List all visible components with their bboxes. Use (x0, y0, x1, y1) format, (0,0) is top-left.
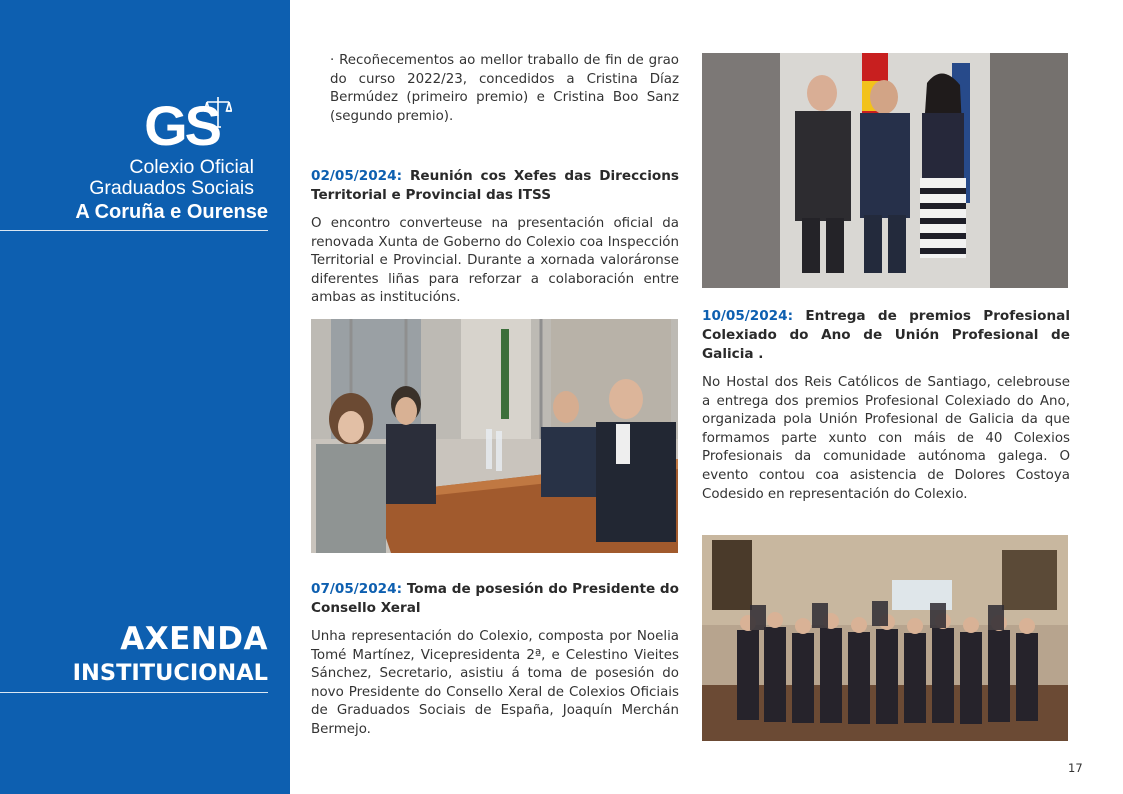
event-body: O encontro converteuse na presentación oficial da renovada Xunta de Goberno do Colexio coa Inspección Territorial e Provincial. Durante a xornada valoráronse diferentes liñas para reforzar a colaboración entre ambas as institucións. (311, 216, 679, 306)
section-title-line-1: AXENDA (120, 621, 268, 657)
logo-line-3: A Coruña e Ourense (75, 201, 268, 223)
event-block (311, 580, 679, 740)
event-block (311, 167, 679, 308)
colexio-logo (0, 95, 268, 224)
event-block (702, 307, 1070, 504)
left-column (311, 52, 679, 126)
logo-line-1: Colexio Oficial (129, 156, 254, 178)
sidebar (0, 0, 290, 794)
section-title (0, 620, 268, 688)
logo-divider (0, 230, 268, 231)
photo-three-people (702, 53, 1068, 288)
intro-paragraph: · Recoñecementos ao mellor traballo de fin de grao do curso 2022/23, concedidos a Cristina Díaz Bermúdez (primeiro premio) e Cristina Boo Sanz (segundo premio). (330, 53, 679, 124)
logo-line-2: Graduados Sociais (89, 177, 254, 199)
event-heading (311, 167, 679, 205)
photo-meeting (311, 319, 678, 553)
event-heading (311, 580, 679, 618)
scales-of-justice-icon (204, 95, 232, 129)
event-title: Entrega de premios Profesional Colexiado do Ano de Unión Profesional de Galicia . (702, 308, 1070, 362)
event-heading (702, 307, 1070, 364)
event-date: 02/05/2024: (311, 168, 403, 184)
event-date: 07/05/2024: (311, 581, 403, 597)
event-date: 10/05/2024: (702, 308, 794, 324)
page-number: 17 (1068, 761, 1083, 775)
logo-mark (0, 95, 268, 157)
three-people-photo-image (702, 53, 1068, 288)
photo-group (702, 535, 1068, 741)
event-title: Toma de posesión do Presidente do Consello Xeral (311, 581, 679, 616)
meeting-photo-image (311, 319, 678, 553)
logo-gs-text: GS (144, 94, 219, 157)
event-body: No Hostal dos Reis Católicos de Santiago, celebrouse a entrega dos premios Profesional Colexiado do Ano, organizada pola Unión Profesional de Galicia da que formamos parte xunto con máis de 40 Colexios Profesionais da comunidade autónoma galega. O evento contou coa asistencia de Dolores Costoya Codesido en representación do Colexio. (702, 375, 1070, 502)
group-photo-image (702, 535, 1068, 741)
section-title-line-2: INSTITUCIONAL (72, 660, 268, 686)
event-title: Reunión cos Xefes das Direccions Territorial e Provincial das ITSS (311, 168, 679, 203)
section-title-divider (0, 692, 268, 693)
event-body: Unha representación do Colexio, composta por Noelia Tomé Martínez, Vicepresidenta 2ª, e Celestino Vieites Sánchez, Secretario, asistiu á toma de posesión do novo Presidente do Consello Xeral de Colexios Oficiais de Graduados Sociais de España, Joaquín Merchán Bermejo. (311, 629, 679, 737)
